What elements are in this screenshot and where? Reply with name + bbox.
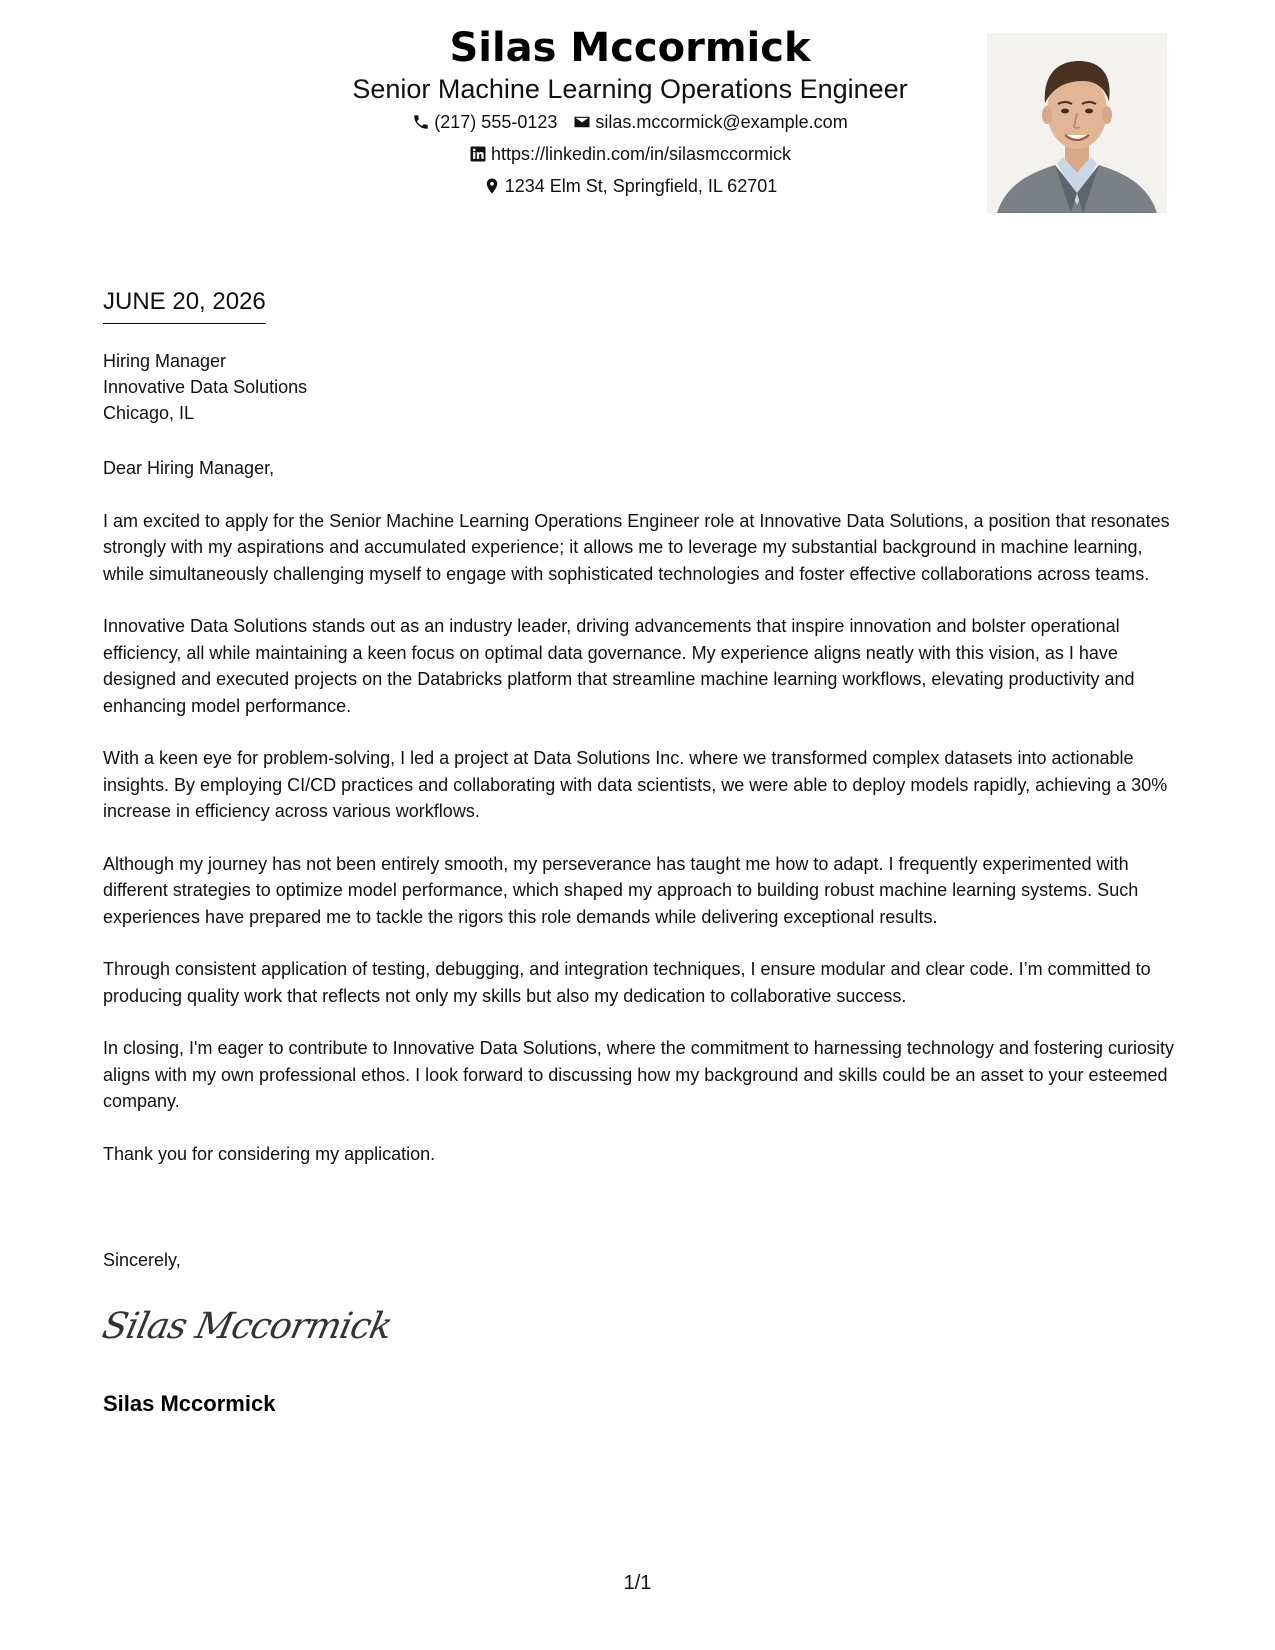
linkedin-icon <box>469 145 487 163</box>
handwritten-signature: Silas Mccormick <box>98 1306 396 1347</box>
linkedin-contact <box>469 138 791 170</box>
letter-date: JUNE 20, 2026 <box>103 287 266 324</box>
envelope-icon <box>573 113 591 131</box>
body-paragraph: Thank you for considering my application. <box>103 1143 436 1164</box>
body-paragraph: With a keen eye for problem-solving, I led a project at Data Solutions Inc. where we transformed complex datasets into actionable insights. By employing CI/CD practices and collaborating with data scientists, we were able to deploy models rapidly, achieving a 30% increase in efficiency across various workflows. <box>103 748 1168 821</box>
body-paragraph: In closing, I'm eager to contribute to Innovative Data Solutions, where the commitment to harnessing technology and fostering curiosity aligns with my own professional ethos. I look forward to discussing how my background and skills could be an asset to your esteemed company. <box>103 1038 1175 1111</box>
phone-icon <box>412 113 430 131</box>
body-paragraph: I am excited to apply for the Senior Machine Learning Operations Engineer role at Innovative Data Solutions, a position that resonates strongly with my aspirations and accumulated experience; it allows me to leverage my substantial background in machine learning, while simultaneously challenging myself to engage with sophisticated technologies and foster effective collaborations across teams. <box>103 510 1170 584</box>
address-contact <box>483 170 778 202</box>
profile-photo <box>987 33 1167 213</box>
recipient-company: Innovative Data Solutions <box>103 377 308 397</box>
phone-number: (217) 555-0123 <box>434 112 558 132</box>
page-number: 1/1 <box>623 1572 652 1594</box>
signer-name: Silas Mccormick <box>103 1391 276 1416</box>
applicant-title: Senior Machine Learning Operations Engineer <box>352 74 908 104</box>
email-address[interactable]: silas.mccormick@example.com <box>595 112 848 132</box>
recipient-title: Hiring Manager <box>103 351 227 371</box>
letter-body <box>103 455 1178 1193</box>
linkedin-url[interactable]: https://linkedin.com/in/silasmccormick <box>490 144 792 164</box>
recipient-block <box>103 348 307 426</box>
salutation: Dear Hiring Manager, <box>103 458 275 478</box>
email-contact <box>573 106 847 138</box>
phone-contact <box>412 106 557 138</box>
body-paragraph: Innovative Data Solutions stands out as an industry leader, driving advancements that inspire innovation and bolster operational efficiency, all while maintaining a keen focus on optimal data governance. My experience aligns neatly with this vision, as I have designed and executed projects on the Databricks platform that streamline machine learning workflows, elevating productivity and enhancing model performance. <box>103 616 1135 716</box>
body-paragraph: Although my journey has not been entirely smooth, my perseverance has taught me how to adapt. I frequently experimented with different strategies to optimize model performance, which shaped my approach to building robust machine learning systems. Such experiences have prepared me to tackle the rigors this role demands while delivering exceptional results. <box>103 853 1139 927</box>
closing-phrase: Sincerely, <box>103 1250 181 1270</box>
applicant-name: Silas Mccormick <box>449 25 811 71</box>
map-pin-icon <box>483 177 501 195</box>
body-paragraph: Through consistent application of testing, debugging, and integration techniques, I ensure modular and clear code. I’m committed to producing quality work that reflects not only my skills but also my dedication to collaborative success. <box>103 959 1151 1006</box>
street-address: 1234 Elm St, Springfield, IL 62701 <box>504 176 778 196</box>
recipient-location: Chicago, IL <box>103 403 195 423</box>
